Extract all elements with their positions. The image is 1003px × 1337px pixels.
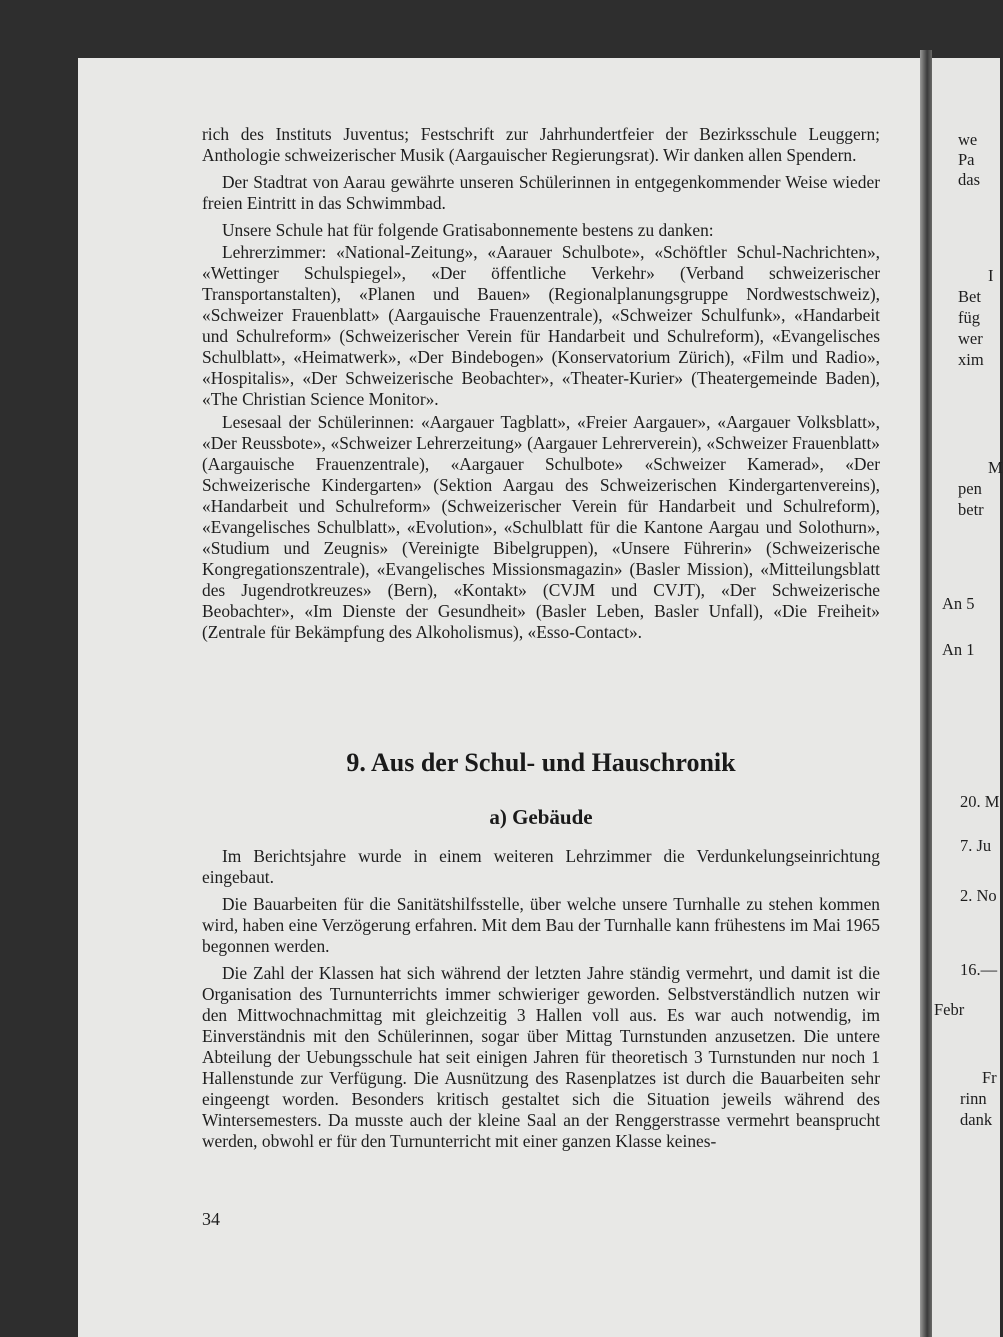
facing-page-fragment: An 1 bbox=[942, 640, 975, 659]
facing-page-fragment: Febr bbox=[934, 1000, 965, 1019]
facing-page-fragment: 7. Ju bbox=[960, 836, 992, 855]
facing-page-fragment: An 5 bbox=[942, 594, 975, 613]
facing-page-fragment: füg bbox=[958, 308, 980, 327]
page-number: 34 bbox=[202, 1209, 220, 1229]
paragraph-construction: Die Bauarbeiten für die Sanitätshilfsstelle, über welche unsere Turnhalle zu stehen kommen wird, haben eine Verzögerung erfahren. Mit dem Bau der Turnhalle kann frühestens im Mai 1965 begonnen werden. bbox=[202, 894, 880, 956]
facing-page-fragment: pen bbox=[958, 479, 982, 498]
book-page-right-edge bbox=[932, 58, 1003, 1337]
subsection-heading: a) Gebäude bbox=[489, 805, 593, 829]
facing-page-fragment: 20. M bbox=[960, 792, 1000, 811]
facing-page-fragment: I bbox=[988, 266, 994, 285]
facing-page-fragment: das bbox=[958, 170, 980, 189]
facing-page-fragment: Pa bbox=[958, 150, 975, 169]
paragraph-subscriptions-intro: Unsere Schule hat für folgende Gratisabonnemente bestens zu danken: bbox=[222, 220, 714, 240]
top-text-block bbox=[202, 124, 880, 643]
facing-page-fragment: xim bbox=[958, 350, 984, 369]
paragraph-reading-room: Lesesaal der Schülerinnen: «Aargauer Tagblatt», «Freier Aargauer», «Aargauer Volksblatt», «Der Reussbote», «Schweizer Lehrerzeitung» (Aargauer Lehrerverein), «Schweizer Frauenblatt» (Aargauische Frauenzentrale), «Aargauer Schulbote» «Schweizer Kamerad», «Der Schweizerische Kindergarten» (Sektion Aargau des Schweizerischen Kindergartenvereins), «Handarbeit und Schulreform» (Schweizerischer Verein für Handarbeit und Schulreform), «Evangelisches Schulblatt», «Evolution», «Schulblatt für die Kantone Aargau und Solothurn», «Studium und Zeugnis» (Vereinigte Bibelgruppen), «Unsere Führerin» (Schweizerische Kongregationszentrale), «Evangelisches Missionsmagazin» (Basler Mission), «Mitteilungsblatt des Jugendrotkreuzes» (Bern), «Kontakt» (CVJM und CVJT), «Der Schweizerische Beobachter», «Im Dienste der Gesundheit» (Basler Leben, Basler Unfall), «Die Freiheit» (Zentrale für Bekämpfung des Alkoholismus), «Esso-Contact». bbox=[202, 412, 880, 642]
facing-page-fragment: rinn bbox=[960, 1089, 987, 1108]
paragraph-teachers-room: Lehrerzimmer: «National-Zeitung», «Aarauer Schulbote», «Schöftler Schul-Nachrichten», «Wettinger Schulspiegel», «Der öffentliche Verkehr» (Verband schweizerischer Transportanstalten), «Planen und Bauen» (Regionalplanungsgruppe Nordwestschweiz), «Schweizer Frauenblatt» (Aargauische Frauenzentrale), «Schweizer Schulfunk», «Handarbeit und Schulreform» (Schweizerischer Verein für Handarbeit und Schulreform), «Evangelisches Schulblatt», «Heimatwerk», «Der Bindebogen» (Konservatorium Zürich), «Film und Radio», «Hospitalis», «Der Schweizerische Beobachter», «Theater-Kurier» (Theatergemeinde Baden), «The Christian Science Monitor». bbox=[202, 242, 880, 409]
facing-page-fragment: dank bbox=[960, 1110, 993, 1129]
facing-page-fragment: betr bbox=[958, 500, 984, 519]
paragraph-swimming-pool: Der Stadtrat von Aarau gewährte unseren Schülerinnen in entgegenkommender Weise wieder freien Eintritt in das Schwimmbad. bbox=[202, 172, 880, 213]
facing-page-fragment: 2. No bbox=[960, 886, 997, 905]
facing-page-fragment: M bbox=[988, 458, 1003, 477]
facing-page-fragment: 16.— bbox=[960, 960, 998, 979]
facing-page-fragment: Bet bbox=[958, 287, 981, 306]
section-heading: 9. Aus der Schul- und Hauschronik bbox=[346, 748, 736, 777]
paragraph-donations-end: rich des Instituts Juventus; Festschrift zur Jahrhundertfeier der Bezirksschule Leuggern; Anthologie schweizerischer Musik (Aargauischer Regierungsrat). Wir danken allen Spendern. bbox=[202, 124, 880, 165]
bottom-text-block bbox=[202, 846, 880, 1152]
facing-page-fragment: Fr bbox=[982, 1068, 997, 1087]
facing-page-fragment: wer bbox=[958, 329, 983, 348]
book-gutter bbox=[920, 50, 932, 1337]
facing-page-fragment: we bbox=[958, 130, 978, 149]
paragraph-gym-classes: Die Zahl der Klassen hat sich während der letzten Jahre ständig vermehrt, und damit ist die Organisation des Turnunterrichts immer schwieriger geworden. Selbstverständlich nutzen wir den Mittwochnachmittag mit gleichzeitig 3 Hallen voll aus. Es war auch notwendig, im Einverständnis mit den Schülerinnen, sogar über Mittag Turnstunden anzusetzen. Die untere Abteilung der Uebungsschule hat seit einigen Jahren für theoretisch 3 Turnstunden nur noch 1 Hallenstunde zur Verfügung. Die Ausnützung des Rasenplatzes ist durch die Bauarbeiten sehr eingeengt worden. Besonders kritisch gestaltet sich die Situation jeweils während des Wintersemesters. Da musste auch der kleine Saal an der Renggerstrasse vermehrt beansprucht werden, obwohl er für den Turnunterricht mit einer ganzen Klasse keines- bbox=[202, 963, 880, 1151]
paragraph-darkening: Im Berichtsjahre wurde in einem weiteren Lehrzimmer die Verdunkelungseinrichtung eingebaut. bbox=[202, 846, 880, 887]
